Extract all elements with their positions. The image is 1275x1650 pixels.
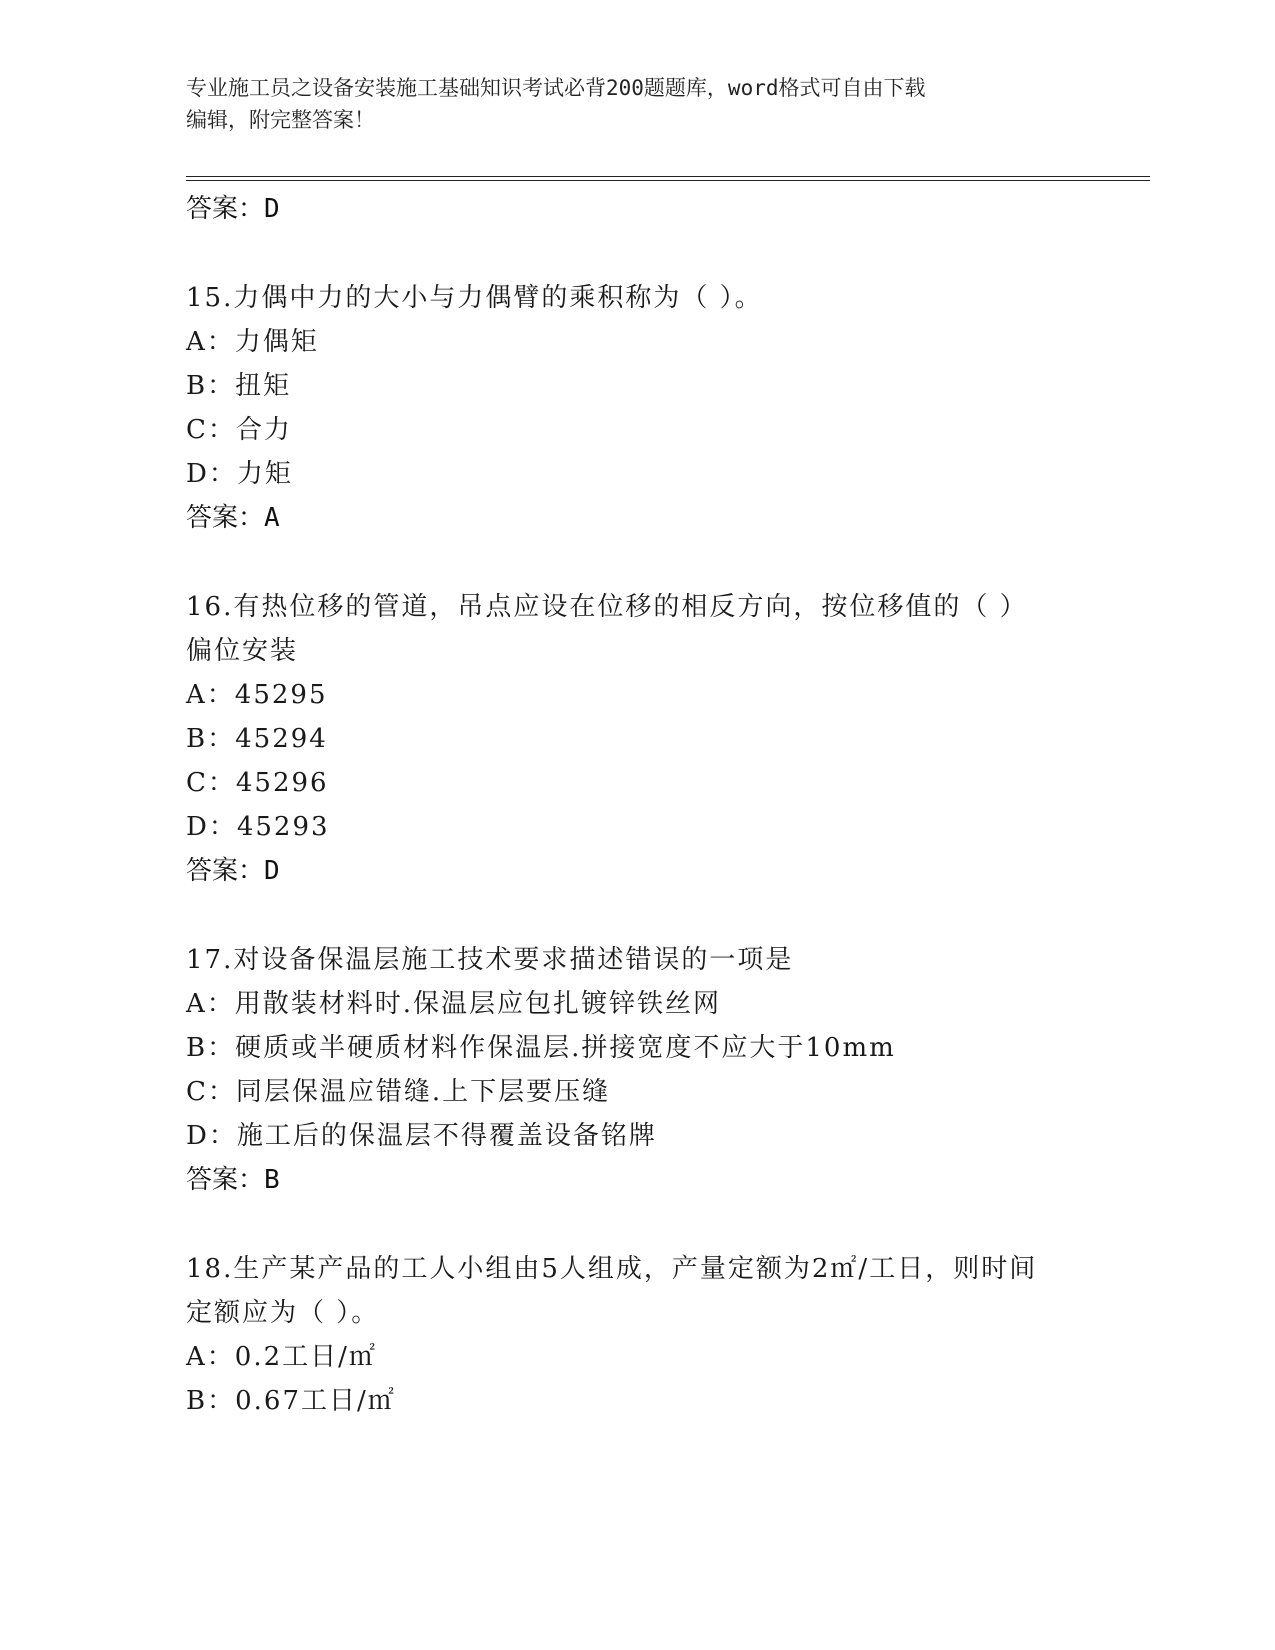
question-17-stem: 17.对设备保温层施工技术要求描述错误的一项是 [186, 945, 794, 975]
question-16-option-a: A：45295 [186, 680, 328, 710]
question-17-option-d: D：施工后的保温层不得覆盖设备铭牌 [186, 1121, 657, 1151]
header-rule-bottom [186, 180, 1150, 181]
question-18-option-a: A：0.2工日/㎡ [186, 1342, 377, 1372]
question-16-stem-line1: 16.有热位移的管道，吊点应设在位移的相反方向，按位移值的（ ） [186, 592, 1028, 622]
question-15-option-a: A：力偶矩 [186, 327, 319, 357]
question-17-option-b: B：硬质或半硬质材料作保温层.拼接宽度不应大于10mm [186, 1033, 896, 1063]
question-18-option-b: B：0.67工日/㎡ [186, 1386, 396, 1416]
header-rule-top [186, 176, 1150, 177]
answer-16: 答案：D [186, 856, 280, 886]
question-16-option-d: D：45293 [186, 812, 330, 842]
question-17-option-a: A：用散装材料时.保温层应包扎镀锌铁丝网 [186, 989, 722, 1019]
header-title-line1: 专业施工员之设备安装施工基础知识考试必背200题题库，word格式可自由下载 [186, 76, 926, 100]
question-16-option-b: B：45294 [186, 724, 328, 754]
question-18-stem-line1: 18.生产某产品的工人小组由5人组成，产量定额为2㎡/工日，则时间 [186, 1254, 1038, 1284]
question-15-option-b: B：扭矩 [186, 371, 292, 401]
question-18-stem-line2: 定额应为（ ）。 [186, 1298, 380, 1328]
answer-17: 答案：B [186, 1165, 280, 1195]
answer-14: 答案：D [186, 194, 280, 224]
answer-15: 答案：A [186, 503, 280, 533]
question-15-stem: 15.力偶中力的大小与力偶臂的乘积称为（ ）。 [186, 283, 763, 313]
question-16-stem-line2: 偏位安装 [186, 636, 299, 666]
question-17-option-c: C：同层保温应错缝.上下层要压缝 [186, 1077, 611, 1107]
question-16-option-c: C：45296 [186, 768, 329, 798]
question-15-option-d: D：力矩 [186, 459, 293, 489]
header-title-line2: 编辑，附完整答案！ [186, 108, 375, 132]
question-15-option-c: C：合力 [186, 415, 292, 445]
